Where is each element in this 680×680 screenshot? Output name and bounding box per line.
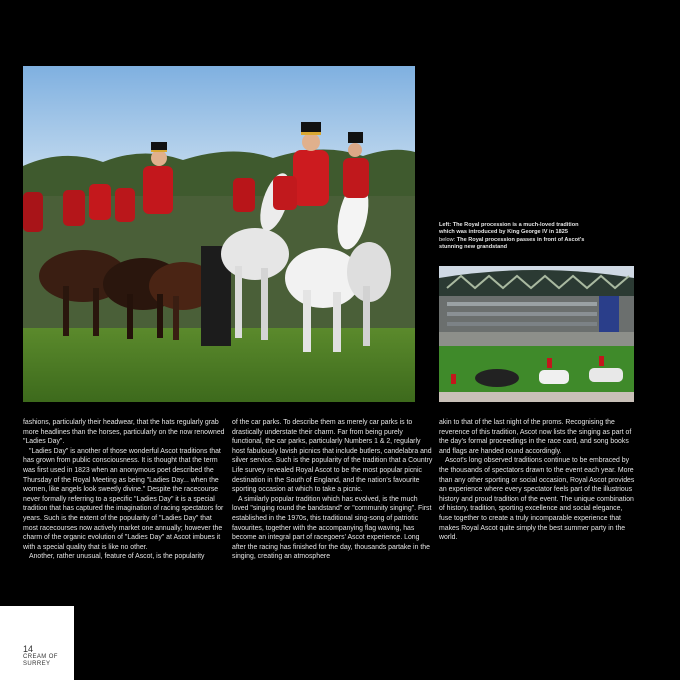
caption-left-label: Left: — [439, 222, 452, 228]
text-column-1 — [23, 418, 225, 562]
page-folio — [0, 606, 74, 680]
grandstand-photo — [439, 266, 634, 402]
paragraph: Ascot's long observed traditions continue to be embraced by the thousands of spectators drawn to the event each year. More than any other sporting or social occasion, Royal Ascot provides an experience where every spectator feels part of the illustrious history and proud tradition of the event. The unique combination of history, tradition, sporting excellence and social elegance, fuse together to create a truly incomparable experience that makes Royal Ascot quite simply the best summer party in the world. — [439, 457, 635, 542]
caption-below-label: below: — [439, 236, 456, 243]
paragraph: akin to that of the last night of the proms. Recognising the reverence of this tradition, Ascot now lists the singing as part of the day's formal proceedings in the race card, and song books and flags are handed round accordingly. — [439, 419, 632, 455]
text-column-3 — [439, 418, 637, 543]
paragraph: "Ladies Day" is another of those wonderful Ascot traditions that has grown from public consciousness. It is thought that the term was first used in 1823 when an anonymous poet described the Thursday of the Royal Meeting as being "Ladies Day... when the women, like angels look sweetly divine." Despite the racecourse never formally referring to a specific "Ladies Day" it is a special tradition that has captured the imagination of racing spectators for years. Such is the extent of the popularity of "Ladies Day" that most racecourses now actively market one annually; however the charm of the organic evolution of "Ladies Day" at Ascot imbues it with a special quality that is like no other. — [23, 447, 224, 551]
publication-name-line2: SURREY — [23, 661, 51, 667]
caption-left-text: The Royal procession is a much-loved tradition which was introduced by King George IV in 1825 — [439, 222, 579, 236]
photo-caption — [439, 222, 589, 252]
paragraph: fashions, particularly their headwear, that the hats regularly grab more headlines than the horses, particularly on the now renowned "Ladies Day". — [23, 419, 225, 446]
text-column-2 — [232, 418, 434, 562]
page-number: 14 — [23, 644, 34, 654]
caption-below-text: The Royal procession passes in front of Ascot's stunning new grandstand — [439, 236, 585, 251]
publication-name-line1: CREAM OF — [23, 654, 58, 660]
paragraph: Another, rather unusual, feature of Ascot, is the popularity — [29, 553, 205, 561]
royal-procession-photo — [23, 66, 415, 402]
paragraph: A similarly popular tradition which has evolved, is the much loved "singing round the bandstand" or "community singing". First established in the 1970s, this traditional sing-song of patriotic favourites, together with the accompanying flag waving, has become an integral part of racegoers' Ascot experience. Long after the racing has finished for the day, thousands partake in the singing, creating an atmosphere — [232, 495, 432, 561]
paragraph: of the car parks. To describe them as merely car parks is to drastically understate their charm. Far from being purely functional, the car parks, particularly Numbers 1 & 2, regularly host fabulously lavish picnics that include butlers, candelabra and silver service. Such is the popularity of the tradition that a Country Life survey revealed Royal Ascot to be the most popular picnic destination in the South of England, and the nation's favourite sporting occasion at which to take a picnic. — [232, 419, 433, 494]
